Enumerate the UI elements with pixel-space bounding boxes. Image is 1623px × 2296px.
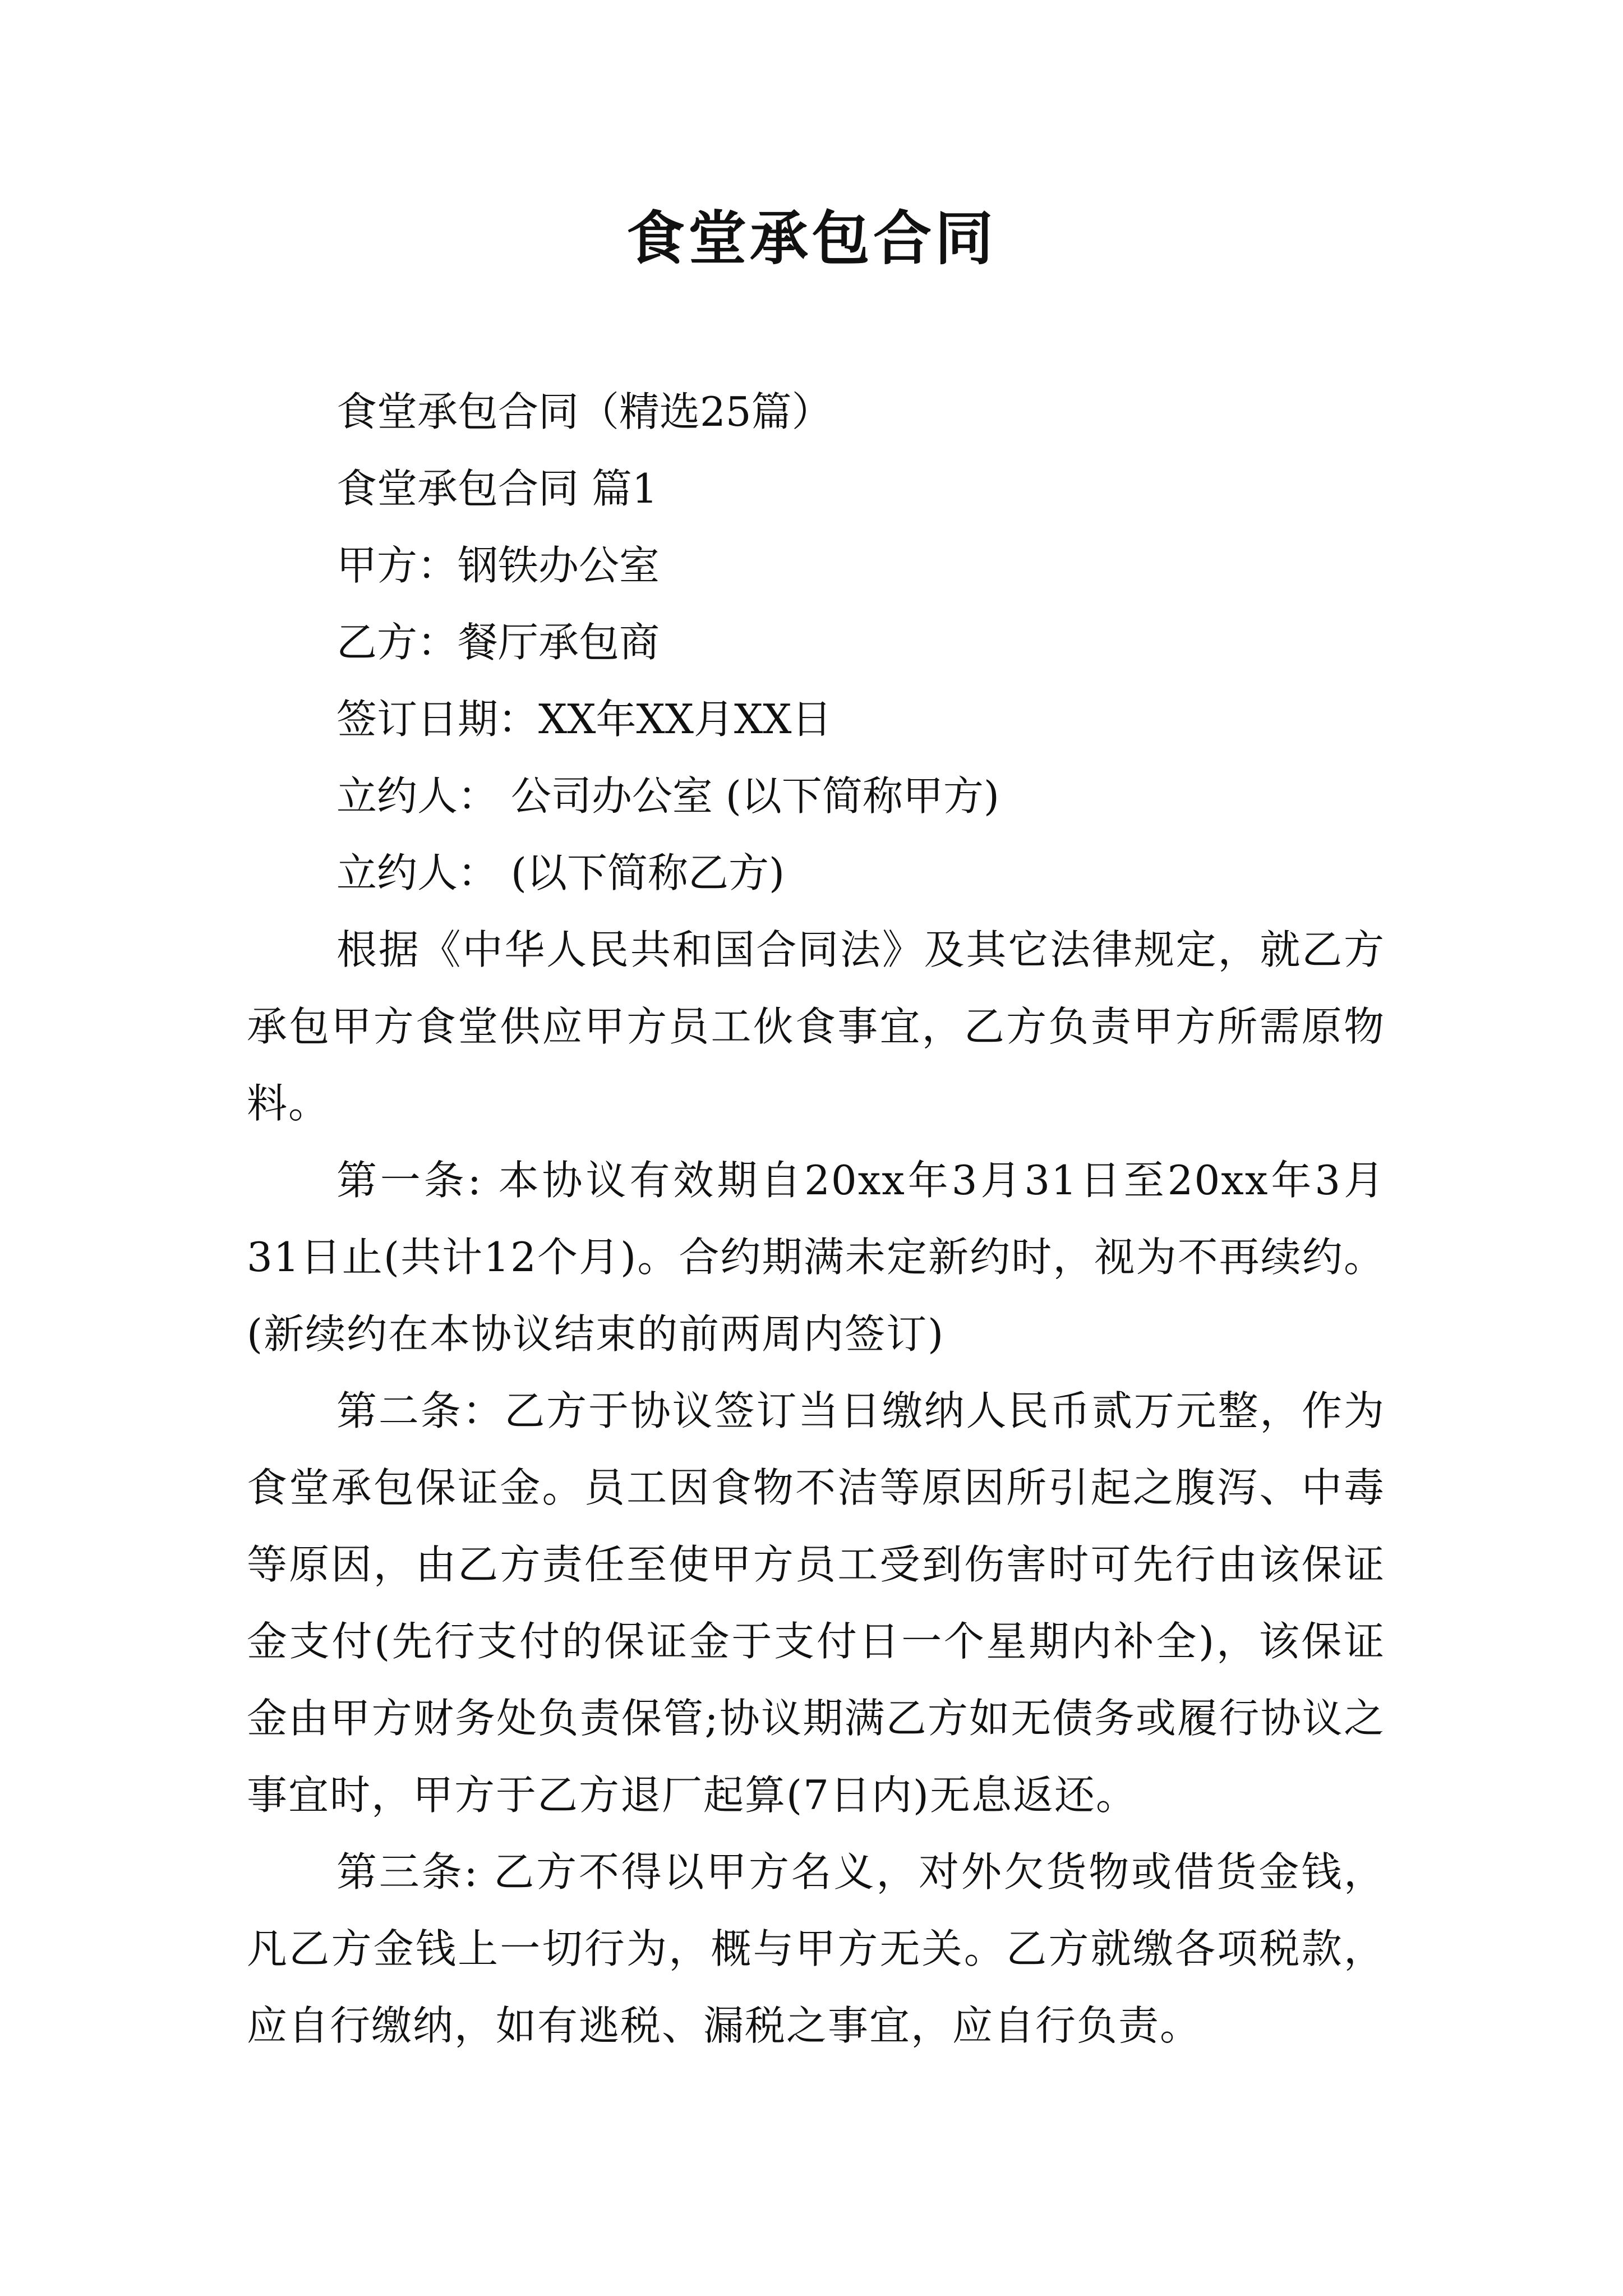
document-body [247, 374, 1385, 2064]
party-a-line: 甲方：钢铁办公室 [336, 542, 660, 589]
subtitle-line: 食堂承包合同（精选25篇） [336, 388, 832, 435]
sign-date-line: 签订日期：XX年XX月XX日 [336, 696, 832, 743]
article-3-paragraph: 第三条: 乙方不得以甲方名义，对外欠货物或借货金钱，凡乙方金钱上一切行为，概与甲方无关。乙方就缴各项税款，应自行缴纳，如有逃税、漏税之事宜，应自行负责。 [247, 1848, 1385, 2049]
document-title: 食堂承包合同 [626, 204, 997, 273]
section-heading: 食堂承包合同 篇1 [336, 465, 658, 512]
party-b-line: 乙方：餐厅承包商 [336, 619, 660, 666]
article-2-paragraph: 第二条：乙方于协议签订当日缴纳人民币贰万元整，作为食堂承包保证金。员工因食物不洁等原因所引起之腹泻、中毒等原因，由乙方责任至使甲方员工受到伤害时可先行由该保证金支付(先行支付的保证金于支付日一个星期内补全)，该保证金由甲方财务处负责保管;协议期满乙方如无债务或履行协议之事宜时，甲方于乙方退厂起算(7日内)无息返还。 [247, 1387, 1385, 1819]
contractor-a-line: 立约人： 公司办公室 (以下简称甲方) [336, 772, 999, 820]
contractor-b-line: 立约人： (以下简称乙方) [336, 849, 785, 896]
article-1-paragraph: 第一条: 本协议有效期自20xx年3月31日至20xx年3月31日止(共计12个月)。合约期满未定新约时，视为不再续约。(新续约在本协议结束的前两周内签订) [247, 1157, 1385, 1358]
preamble-paragraph: 根据《中华人民共和国合同法》及其它法律规定，就乙方承包甲方食堂供应甲方员工伙食事宜，乙方负责甲方所需原物料。 [247, 926, 1385, 1127]
